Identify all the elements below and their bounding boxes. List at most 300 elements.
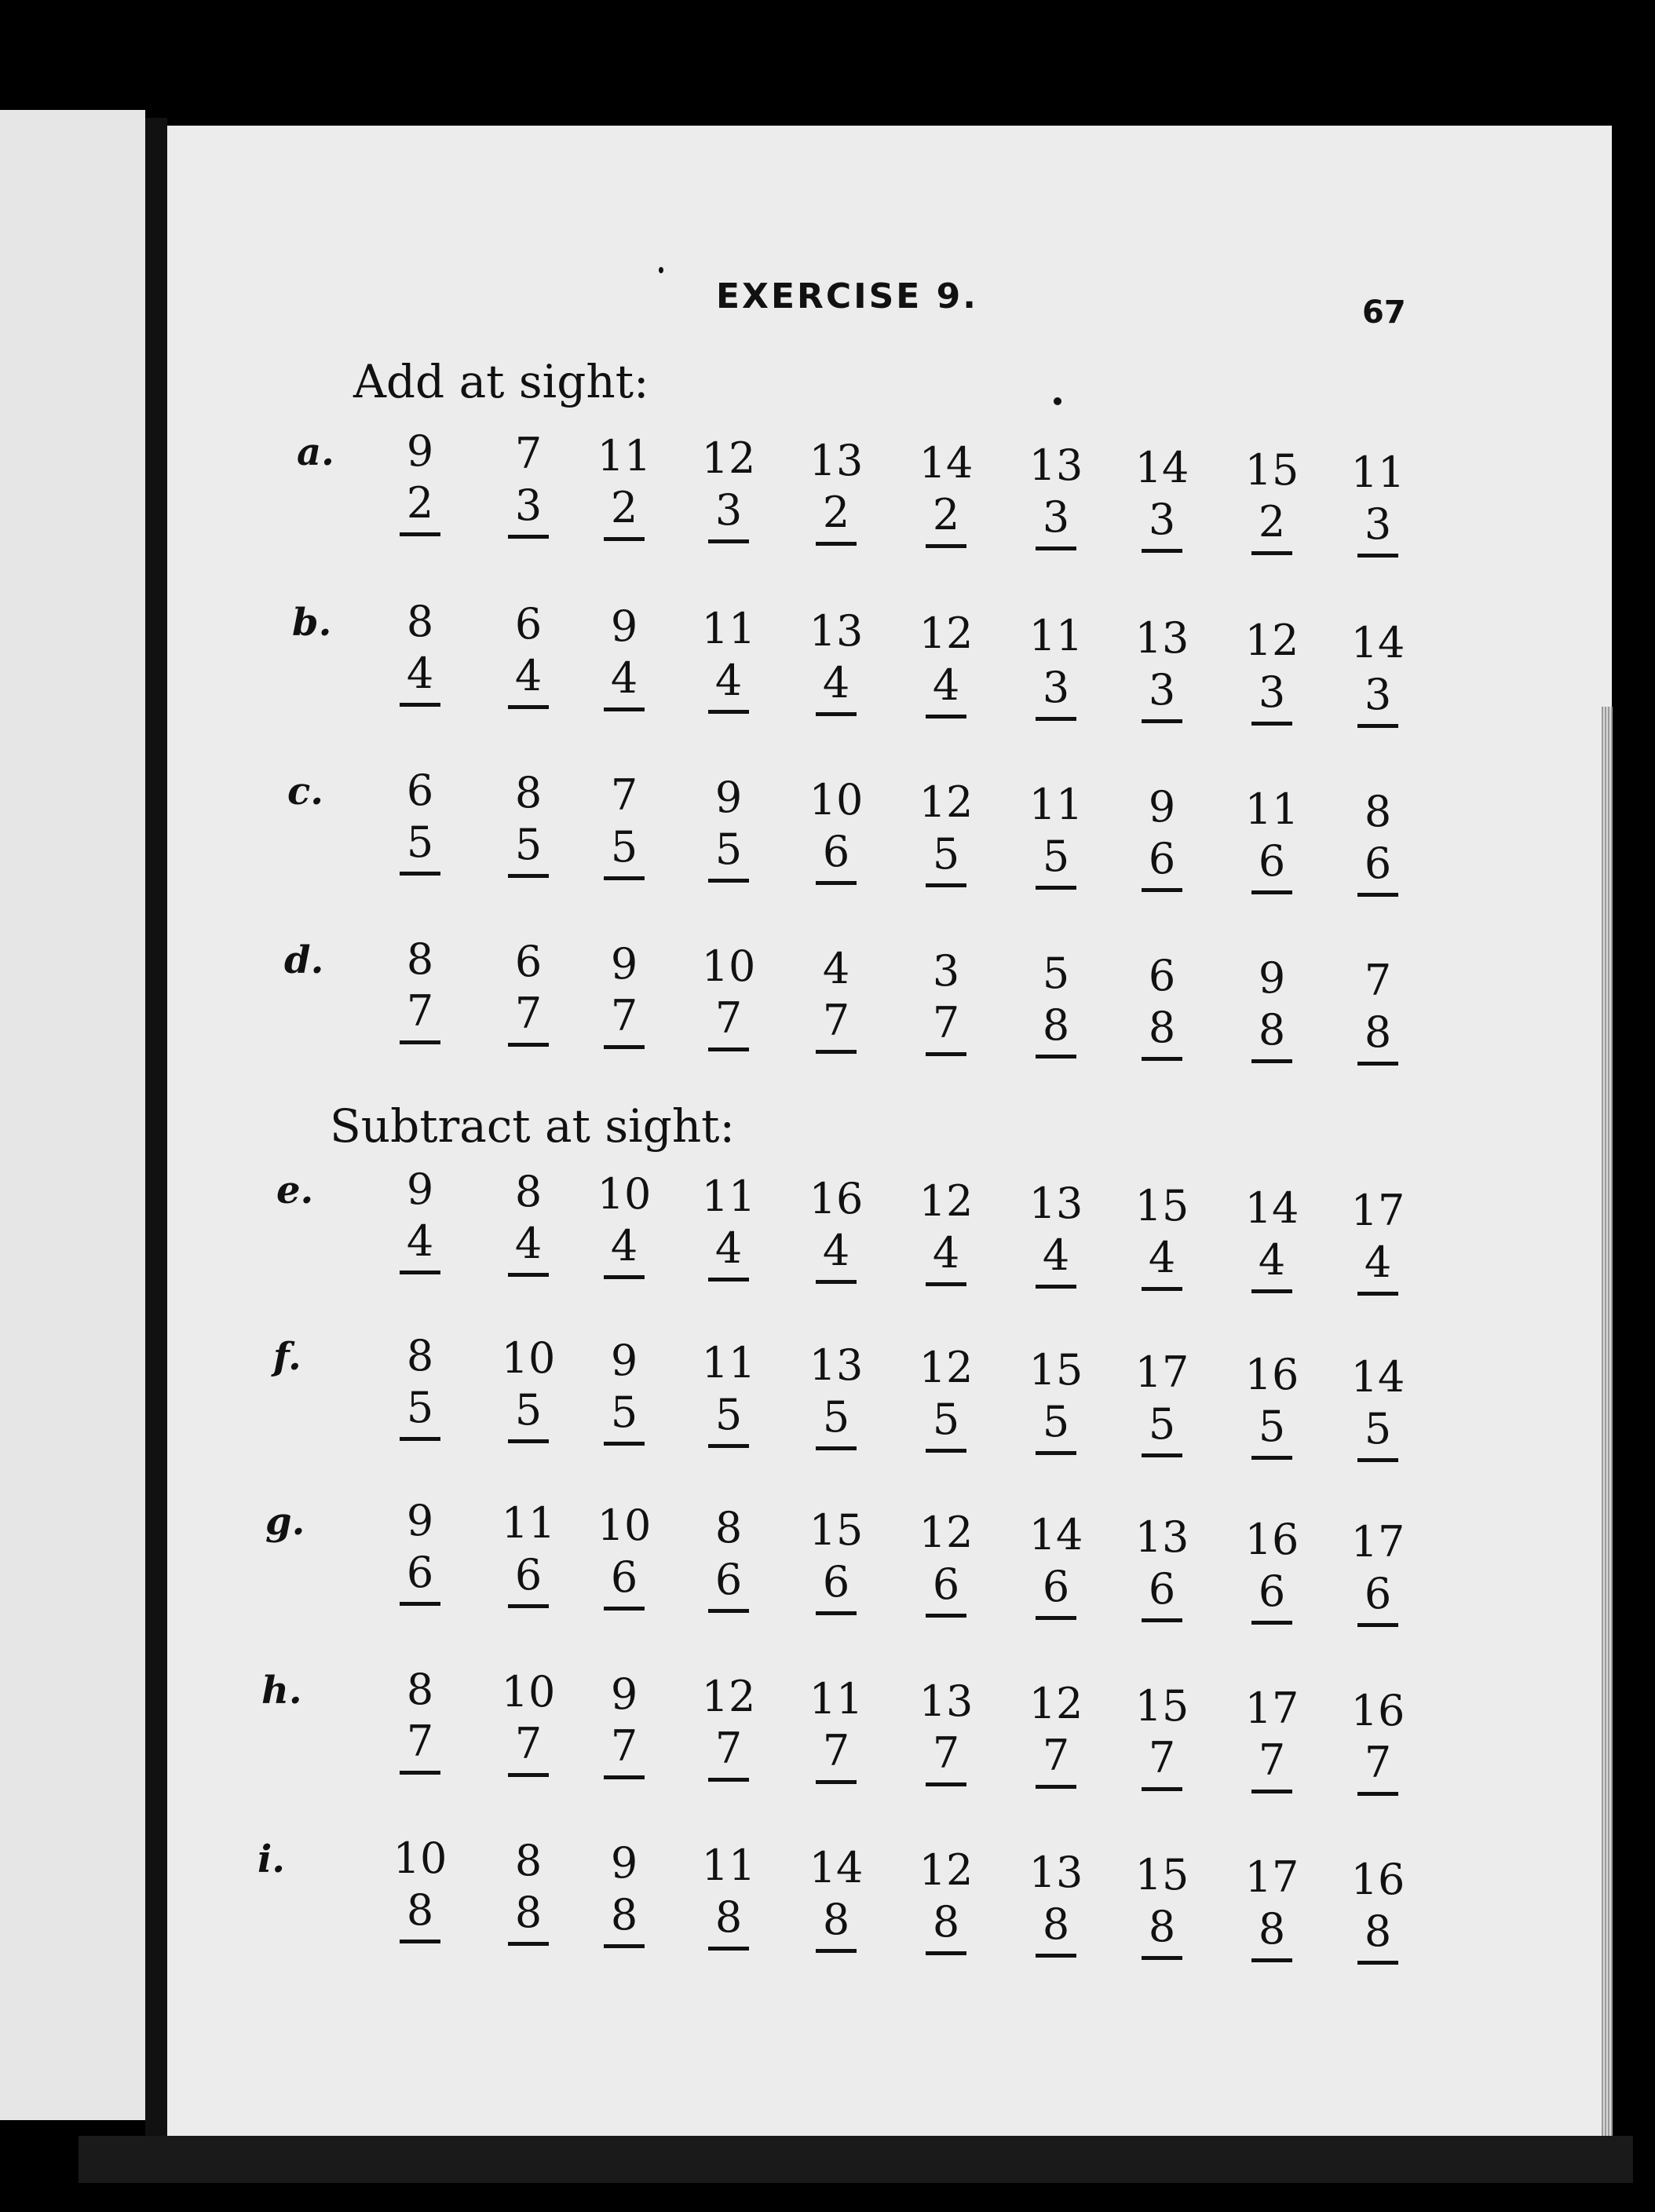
answer-rule xyxy=(1142,1956,1182,1960)
arithmetic-problem xyxy=(793,775,879,885)
top-number: 10 xyxy=(809,775,864,824)
answer-rule xyxy=(926,1782,966,1786)
top-number: 11 xyxy=(809,1674,864,1724)
answer-rule xyxy=(816,542,857,546)
bottom-number: 4 xyxy=(714,1223,743,1273)
arithmetic-problem xyxy=(581,1501,667,1611)
top-number: 8 xyxy=(406,1665,434,1714)
arithmetic-problem xyxy=(485,1333,572,1443)
bottom-number: 4 xyxy=(406,649,434,698)
arithmetic-problem xyxy=(1119,1347,1205,1457)
arithmetic-problem xyxy=(1013,1345,1099,1455)
answer-rule xyxy=(508,705,549,709)
answer-rule xyxy=(708,710,749,714)
top-number: 6 xyxy=(406,766,434,815)
bottom-number: 6 xyxy=(1148,1564,1176,1614)
answer-rule xyxy=(1036,717,1076,721)
answer-rule xyxy=(508,874,549,878)
top-number: 13 xyxy=(809,606,864,656)
top-number: 15 xyxy=(809,1505,864,1555)
arithmetic-problem xyxy=(1335,956,1421,1066)
answer-rule xyxy=(508,1043,549,1047)
bottom-number: 2 xyxy=(1258,497,1286,547)
top-number: 16 xyxy=(1244,1515,1299,1564)
page-stack-edge xyxy=(1602,707,1613,2136)
row-label: f. xyxy=(273,1335,301,1379)
bottom-number: 8 xyxy=(1148,1902,1176,1951)
arithmetic-problem xyxy=(793,606,879,716)
bottom-number: 8 xyxy=(514,1888,543,1937)
top-number: 13 xyxy=(809,1340,864,1390)
answer-rule xyxy=(400,1040,440,1044)
arithmetic-problem xyxy=(485,429,572,539)
top-number: 9 xyxy=(610,1669,638,1719)
bottom-number: 6 xyxy=(822,827,850,876)
answer-rule xyxy=(1357,893,1398,897)
bottom-number: 8 xyxy=(714,1892,743,1942)
top-number: 16 xyxy=(1350,1686,1405,1735)
top-number: 14 xyxy=(1244,1183,1299,1233)
bottom-number: 3 xyxy=(1148,495,1176,544)
arithmetic-problem xyxy=(793,1505,879,1615)
bottom-number: 5 xyxy=(406,817,434,867)
top-number: 10 xyxy=(597,1501,652,1550)
arithmetic-problem xyxy=(1119,1181,1205,1291)
arithmetic-problem xyxy=(377,1164,463,1274)
top-number: 11 xyxy=(701,1172,756,1221)
top-number: 12 xyxy=(919,1508,974,1557)
bottom-number: 4 xyxy=(1148,1233,1176,1282)
arithmetic-problem xyxy=(1013,441,1099,550)
answer-rule xyxy=(926,1449,966,1453)
arithmetic-problem xyxy=(793,1174,879,1284)
print-speck xyxy=(1054,397,1061,405)
top-number: 12 xyxy=(919,1343,974,1392)
arithmetic-problem xyxy=(377,1834,463,1943)
answer-rule xyxy=(1036,1785,1076,1789)
bottom-number: 2 xyxy=(822,488,850,537)
arithmetic-problem xyxy=(581,770,667,880)
bottom-number: 4 xyxy=(1258,1235,1286,1285)
top-number: 11 xyxy=(1350,448,1405,497)
answer-rule xyxy=(604,876,645,880)
arithmetic-problem xyxy=(685,773,772,883)
top-number: 12 xyxy=(1244,616,1299,665)
arithmetic-problem xyxy=(1013,1848,1099,1958)
answer-rule xyxy=(1142,1618,1182,1622)
row-label: a. xyxy=(297,430,334,474)
answer-rule xyxy=(1251,890,1292,894)
top-number: 10 xyxy=(501,1333,556,1383)
answer-rule xyxy=(1251,722,1292,726)
answer-rule xyxy=(708,1778,749,1782)
bottom-number: 7 xyxy=(406,986,434,1036)
top-number: 9 xyxy=(406,426,434,476)
answer-rule xyxy=(708,539,749,543)
arithmetic-problem xyxy=(685,941,772,1051)
arithmetic-problem xyxy=(685,1172,772,1281)
arithmetic-problem xyxy=(581,601,667,711)
arithmetic-problem xyxy=(1013,1179,1099,1289)
answer-rule xyxy=(1036,1055,1076,1058)
arithmetic-problem xyxy=(1335,787,1421,897)
answer-rule xyxy=(926,883,966,887)
bottom-number: 8 xyxy=(1042,1000,1070,1050)
top-number: 8 xyxy=(406,934,434,984)
answer-rule xyxy=(816,1280,857,1284)
answer-rule xyxy=(708,879,749,883)
bottom-number: 4 xyxy=(1042,1230,1070,1280)
bottom-number: 6 xyxy=(514,1550,543,1600)
bottom-number: 7 xyxy=(932,1728,960,1778)
row-label: c. xyxy=(287,770,323,814)
arithmetic-problem xyxy=(581,939,667,1049)
bottom-number: 8 xyxy=(1364,1007,1392,1057)
top-number: 6 xyxy=(514,937,543,986)
arithmetic-problem xyxy=(903,1176,989,1286)
answer-rule xyxy=(508,1439,549,1443)
top-number: 12 xyxy=(919,1845,974,1895)
arithmetic-problem xyxy=(377,1331,463,1441)
answer-rule xyxy=(926,1951,966,1955)
bottom-number: 8 xyxy=(1148,1003,1176,1052)
bottom-number: 7 xyxy=(822,1726,850,1775)
arithmetic-problem xyxy=(1119,1681,1205,1791)
arithmetic-problem xyxy=(1229,1183,1315,1293)
answer-rule xyxy=(1036,886,1076,890)
bottom-number: 7 xyxy=(1042,1731,1070,1780)
page-title: EXERCISE 9. xyxy=(716,276,978,316)
arithmetic-problem xyxy=(1119,782,1205,892)
section-heading-add: Add at sight: xyxy=(353,355,649,408)
top-number: 14 xyxy=(1350,618,1405,667)
answer-rule xyxy=(1251,1456,1292,1460)
arithmetic-problem xyxy=(793,1843,879,1953)
answer-rule xyxy=(1251,1289,1292,1293)
bottom-number: 3 xyxy=(1258,667,1286,717)
answer-rule xyxy=(508,535,549,539)
arithmetic-problem xyxy=(685,1338,772,1448)
arithmetic-problem xyxy=(685,1672,772,1782)
answer-rule xyxy=(508,1273,549,1277)
bottom-number: 8 xyxy=(932,1897,960,1947)
arithmetic-problem xyxy=(485,937,572,1047)
arithmetic-problem xyxy=(581,1669,667,1779)
arithmetic-problem xyxy=(377,1665,463,1775)
answer-rule xyxy=(1036,1616,1076,1620)
top-number: 7 xyxy=(514,429,543,478)
arithmetic-problem xyxy=(793,944,879,1054)
answer-rule xyxy=(400,532,440,536)
arithmetic-problem xyxy=(903,1845,989,1955)
top-number: 10 xyxy=(597,1169,652,1219)
top-number: 17 xyxy=(1134,1347,1189,1397)
top-number: 7 xyxy=(610,770,638,820)
top-number: 16 xyxy=(1244,1350,1299,1399)
answer-rule xyxy=(400,872,440,876)
bottom-number: 4 xyxy=(610,1221,638,1271)
bottom-number: 5 xyxy=(1258,1402,1286,1451)
bottom-number: 5 xyxy=(1148,1399,1176,1449)
top-number: 15 xyxy=(1244,445,1299,495)
top-number: 10 xyxy=(393,1834,448,1883)
bottom-number: 7 xyxy=(1258,1735,1286,1785)
top-number: 11 xyxy=(1028,611,1083,660)
top-number: 9 xyxy=(1148,782,1176,832)
top-number: 12 xyxy=(701,433,756,483)
top-number: 3 xyxy=(932,946,960,996)
bottom-number: 5 xyxy=(406,1383,434,1432)
answer-rule xyxy=(1142,549,1182,553)
bottom-number: 8 xyxy=(406,1885,434,1935)
bottom-number: 4 xyxy=(406,1216,434,1266)
bottom-number: 6 xyxy=(1258,1567,1286,1616)
answer-rule xyxy=(1357,1961,1398,1965)
bottom-number: 7 xyxy=(714,1724,743,1773)
bottom-number: 3 xyxy=(514,481,543,530)
bottom-number: 5 xyxy=(514,1385,543,1435)
answer-rule xyxy=(604,1442,645,1446)
arithmetic-problem xyxy=(1229,784,1315,894)
bottom-number: 4 xyxy=(514,1219,543,1268)
arithmetic-problem xyxy=(685,433,772,543)
scan-bottom-shadow xyxy=(79,2136,1633,2183)
bottom-number: 6 xyxy=(1148,834,1176,883)
bottom-number: 6 xyxy=(932,1559,960,1609)
bottom-number: 5 xyxy=(610,1388,638,1437)
answer-rule xyxy=(1142,1057,1182,1061)
arithmetic-problem xyxy=(1229,616,1315,726)
answer-rule xyxy=(400,1271,440,1274)
arithmetic-problem xyxy=(1335,448,1421,558)
arithmetic-problem xyxy=(793,1674,879,1784)
top-number: 17 xyxy=(1244,1684,1299,1733)
top-number: 8 xyxy=(406,1331,434,1380)
answer-rule xyxy=(1142,719,1182,723)
top-number: 12 xyxy=(919,777,974,827)
top-number: 4 xyxy=(822,944,850,993)
bottom-number: 5 xyxy=(932,1395,960,1444)
top-number: 6 xyxy=(514,599,543,649)
arithmetic-problem xyxy=(1119,443,1205,553)
bottom-number: 4 xyxy=(514,651,543,700)
top-number: 14 xyxy=(1134,443,1189,492)
arithmetic-problem xyxy=(581,1336,667,1446)
top-number: 8 xyxy=(714,1503,743,1552)
answer-rule xyxy=(816,1949,857,1953)
bottom-number: 6 xyxy=(1364,1569,1392,1618)
arithmetic-problem xyxy=(1335,1686,1421,1796)
answer-rule xyxy=(926,544,966,548)
top-number: 9 xyxy=(406,1164,434,1214)
arithmetic-problem xyxy=(1119,613,1205,723)
bottom-number: 6 xyxy=(822,1557,850,1607)
answer-rule xyxy=(604,1775,645,1779)
top-number: 17 xyxy=(1350,1186,1405,1235)
answer-rule xyxy=(508,1604,549,1608)
row-label: d. xyxy=(284,938,324,982)
answer-rule xyxy=(1142,1287,1182,1291)
bottom-number: 6 xyxy=(610,1552,638,1602)
bottom-number: 5 xyxy=(714,1390,743,1439)
bottom-number: 6 xyxy=(406,1548,434,1597)
answer-rule xyxy=(400,1771,440,1775)
bottom-number: 7 xyxy=(514,1719,543,1768)
top-number: 12 xyxy=(919,609,974,658)
arithmetic-problem xyxy=(581,1838,667,1948)
bottom-number: 5 xyxy=(514,820,543,869)
arithmetic-problem xyxy=(903,946,989,1056)
bottom-number: 3 xyxy=(1042,663,1070,712)
top-number: 13 xyxy=(1134,613,1189,663)
top-number: 13 xyxy=(919,1676,974,1726)
top-number: 13 xyxy=(809,436,864,485)
top-number: 12 xyxy=(919,1176,974,1226)
arithmetic-problem xyxy=(793,1340,879,1450)
answer-rule xyxy=(604,1275,645,1279)
row-label: g. xyxy=(265,1500,305,1544)
top-number: 9 xyxy=(714,773,743,822)
answer-rule xyxy=(1142,1787,1182,1791)
answer-rule xyxy=(708,1278,749,1281)
bottom-number: 7 xyxy=(1364,1738,1392,1787)
arithmetic-problem xyxy=(1013,611,1099,721)
bottom-number: 7 xyxy=(932,998,960,1048)
answer-rule xyxy=(604,707,645,711)
bottom-number: 5 xyxy=(714,824,743,874)
top-number: 9 xyxy=(610,939,638,989)
top-number: 12 xyxy=(701,1672,756,1721)
top-number: 11 xyxy=(501,1498,556,1548)
bottom-number: 4 xyxy=(1364,1238,1392,1287)
top-number: 17 xyxy=(1244,1852,1299,1902)
answer-rule xyxy=(604,1607,645,1611)
answer-rule xyxy=(926,1052,966,1056)
arithmetic-problem xyxy=(1229,1684,1315,1793)
answer-rule xyxy=(816,881,857,885)
top-number: 10 xyxy=(501,1667,556,1717)
arithmetic-problem xyxy=(903,1676,989,1786)
arithmetic-problem xyxy=(1335,1855,1421,1965)
arithmetic-problem xyxy=(1119,1512,1205,1622)
answer-rule xyxy=(1357,1623,1398,1627)
answer-rule xyxy=(1357,724,1398,728)
arithmetic-problem xyxy=(1119,951,1205,1061)
bottom-number: 7 xyxy=(514,989,543,1038)
bottom-number: 4 xyxy=(932,1228,960,1278)
bottom-number: 4 xyxy=(714,656,743,705)
answer-rule xyxy=(926,715,966,718)
top-number: 9 xyxy=(610,601,638,651)
answer-rule xyxy=(1251,1958,1292,1962)
answer-rule xyxy=(1357,1792,1398,1796)
bottom-number: 6 xyxy=(1258,836,1286,886)
arithmetic-problem xyxy=(685,1841,772,1951)
arithmetic-problem xyxy=(1335,1517,1421,1627)
top-number: 6 xyxy=(1148,951,1176,1000)
bottom-number: 8 xyxy=(610,1890,638,1940)
answer-rule xyxy=(508,1773,549,1777)
top-number: 15 xyxy=(1028,1345,1083,1395)
answer-rule xyxy=(1036,547,1076,550)
top-number: 14 xyxy=(809,1843,864,1892)
row-label: b. xyxy=(292,601,332,645)
bottom-number: 6 xyxy=(1364,839,1392,888)
bottom-number: 7 xyxy=(610,1721,638,1771)
answer-rule xyxy=(1357,554,1398,558)
arithmetic-problem xyxy=(903,1343,989,1453)
arithmetic-problem xyxy=(485,768,572,878)
answer-rule xyxy=(400,1437,440,1441)
top-number: 9 xyxy=(406,1496,434,1545)
answer-rule xyxy=(400,1602,440,1606)
top-number: 9 xyxy=(610,1336,638,1385)
row-label: h. xyxy=(261,1669,302,1713)
top-number: 13 xyxy=(1028,441,1083,490)
answer-rule xyxy=(926,1282,966,1286)
arithmetic-problem xyxy=(1335,1352,1421,1462)
bottom-number: 3 xyxy=(1364,499,1392,549)
bottom-number: 4 xyxy=(822,658,850,707)
bottom-number: 7 xyxy=(1148,1733,1176,1782)
top-number: 8 xyxy=(514,768,543,817)
answer-rule xyxy=(1357,1062,1398,1066)
arithmetic-problem xyxy=(685,604,772,714)
arithmetic-problem xyxy=(1013,780,1099,890)
bottom-number: 5 xyxy=(1364,1404,1392,1453)
answer-rule xyxy=(708,1444,749,1448)
arithmetic-problem xyxy=(485,1836,572,1946)
top-number: 8 xyxy=(1364,787,1392,836)
book-spine xyxy=(145,118,167,2152)
arithmetic-problem xyxy=(903,609,989,718)
top-number: 11 xyxy=(701,604,756,653)
arithmetic-problem xyxy=(1229,445,1315,555)
arithmetic-problem xyxy=(793,436,879,546)
bottom-number: 7 xyxy=(714,993,743,1043)
bottom-number: 5 xyxy=(932,829,960,879)
arithmetic-problem xyxy=(1013,949,1099,1058)
arithmetic-problem xyxy=(1013,1679,1099,1789)
row-label: e. xyxy=(276,1168,314,1212)
arithmetic-problem xyxy=(485,1167,572,1277)
top-number: 11 xyxy=(701,1841,756,1890)
top-number: 16 xyxy=(1350,1855,1405,1904)
top-number: 16 xyxy=(809,1174,864,1223)
answer-rule xyxy=(816,1050,857,1054)
answer-rule xyxy=(400,1940,440,1943)
top-number: 11 xyxy=(597,431,652,481)
bottom-number: 5 xyxy=(610,822,638,872)
bottom-number: 2 xyxy=(932,490,960,539)
arithmetic-problem xyxy=(685,1503,772,1613)
top-number: 7 xyxy=(1364,956,1392,1005)
arithmetic-problem xyxy=(377,426,463,536)
top-number: 17 xyxy=(1350,1517,1405,1567)
answer-rule xyxy=(1036,1954,1076,1958)
answer-rule xyxy=(604,1045,645,1049)
arithmetic-problem xyxy=(1335,618,1421,728)
answer-rule xyxy=(604,1944,645,1948)
answer-rule xyxy=(1142,1453,1182,1457)
top-number: 15 xyxy=(1134,1681,1189,1731)
answer-rule xyxy=(1036,1451,1076,1455)
top-number: 5 xyxy=(1042,949,1070,998)
arithmetic-problem xyxy=(377,766,463,876)
answer-rule xyxy=(816,1611,857,1615)
top-number: 8 xyxy=(514,1167,543,1216)
arithmetic-problem xyxy=(1229,1350,1315,1460)
